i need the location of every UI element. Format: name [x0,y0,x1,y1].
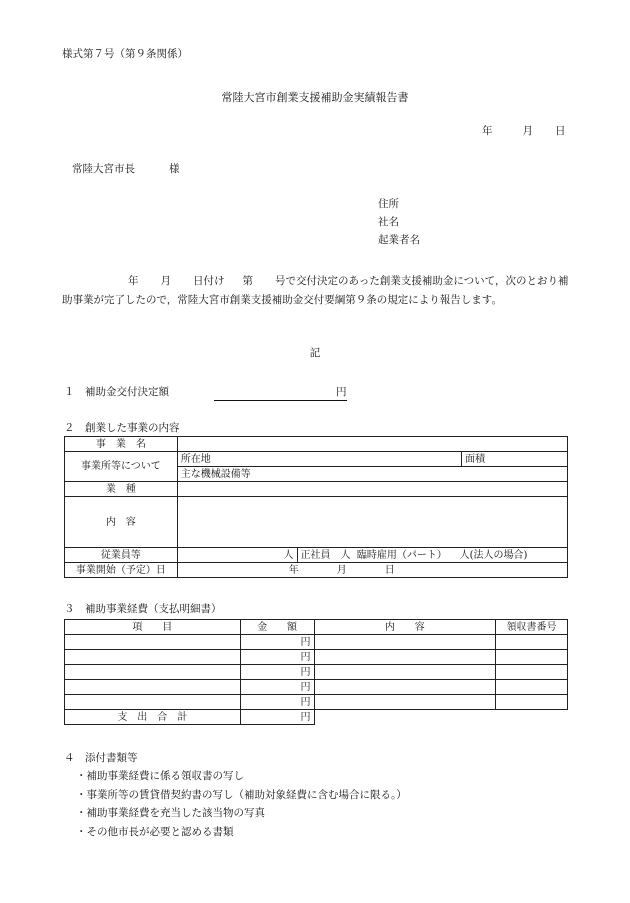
location-field[interactable] [177,452,461,467]
body-main-text: 号で交付決定のあった創業支援補助金について，次のとおり補助事業が完了したので，常陸大宮市創業支援補助金交付要綱第９条の規定により報告します。 [62,275,569,306]
applicant-block [378,198,420,252]
total-label: 支 出 合 計 [65,710,241,725]
blank-cell [496,710,568,725]
applicant-company-label: 社名 [378,216,399,228]
business-name-label: 事 業 名 [65,437,178,452]
applicant-founder-label: 起業者名 [378,234,420,246]
ki-heading: 記 [309,347,321,359]
list-item: ・補助事業経費を充当した該当物の写真 [76,807,265,819]
start-year: 年 [288,564,299,576]
total-amount-cell[interactable] [240,710,314,725]
content-cell[interactable] [314,695,496,710]
date-year: 年 [482,125,493,137]
item-cell[interactable] [65,695,241,710]
employees-count-field[interactable] [177,548,297,563]
amount-unit: 円 [300,651,311,663]
section2-label: ２ 創業した事業の内容 [64,422,180,434]
industry-label: 業 種 [65,482,178,497]
content-cell[interactable] [314,635,496,650]
receipt-cell[interactable] [496,680,568,695]
corporate-note: 人(法人の場合) [459,549,528,561]
table-row[interactable] [65,695,568,710]
receipt-cell[interactable] [496,650,568,665]
amount-unit: 円 [300,681,311,693]
grant-amount-field[interactable] [214,388,334,401]
section1-label: １ 補助金交付決定額 [64,386,169,398]
table-row[interactable] [65,635,568,650]
addressee [72,163,180,177]
item-cell[interactable] [65,680,241,695]
amount-cell[interactable] [240,680,314,695]
employees-unit: 人 [283,549,294,561]
table-row[interactable] [65,650,568,665]
attachments-list [76,770,407,844]
content-cell[interactable] [314,650,496,665]
start-date-label: 事業開始（予定）日 [65,563,178,578]
area-field[interactable] [462,452,568,467]
header-receipt-number: 領収書番号 [496,620,568,635]
start-day: 日 [384,564,395,576]
expense-table [64,619,568,725]
list-item: ・事業所等の賃貸借契約書の写し（補助対象経費に含む場合に限る。） [76,788,407,801]
business-content-table [64,436,568,578]
section3-label: ３ 補助事業経費（支払明細書） [64,603,222,615]
content-cell[interactable] [314,665,496,680]
start-date-field[interactable] [177,563,567,578]
receipt-cell[interactable] [496,665,568,680]
report-body-text [62,272,572,310]
list-item: ・その他市長が必要と認める書類 [76,825,234,838]
addressee-name: 常陸大宮市長 [72,163,135,175]
section1-unit: 円 [334,386,347,401]
blank-cell [314,710,496,725]
addressee-honorific: 様 [169,163,180,175]
receipt-cell[interactable] [496,635,568,650]
total-row [65,710,568,725]
section4-label: ４ 添付書類等 [64,752,138,764]
item-cell[interactable] [65,665,241,680]
form-number: 様式第７号（第９条関係） [62,48,188,60]
body-month: 月 [160,275,171,287]
list-item: ・補助事業経費に係る領収書の写し [76,770,244,782]
start-month: 月 [336,564,347,576]
content-field[interactable] [177,497,567,548]
amount-cell[interactable] [240,695,314,710]
content-label: 内 容 [65,497,178,548]
regular-employees: 正社員 人 [300,549,351,561]
employees-breakdown[interactable] [297,548,568,563]
table-row[interactable] [65,665,568,680]
amount-unit: 円 [300,696,311,708]
receipt-cell[interactable] [496,695,568,710]
business-name-field[interactable] [177,437,567,452]
date-day: 日 [555,125,566,137]
applicant-address-label: 住所 [378,198,399,210]
amount-unit: 円 [300,636,311,648]
location-label: 所在地 [180,453,211,465]
amount-unit: 円 [300,666,311,678]
amount-cell[interactable] [240,635,314,650]
document-title: 常陸大宮市創業支援補助金実績報告書 [221,91,409,104]
header-item: 項 目 [65,620,241,635]
office-label: 事業所等について [65,452,178,482]
section1 [64,386,347,401]
amount-cell[interactable] [240,650,314,665]
equipment-label: 主な機械設備等 [180,468,251,480]
table-row[interactable] [65,680,568,695]
industry-field[interactable] [177,482,567,497]
amount-cell[interactable] [240,665,314,680]
employees-label: 従業員等 [65,548,178,563]
content-cell[interactable] [314,680,496,695]
item-cell[interactable] [65,635,241,650]
parttime-employees: 臨時雇用（パート） [356,549,447,561]
header-amount: 金 額 [240,620,314,635]
body-dated: 日付け [193,275,225,287]
date-line [482,125,566,139]
equipment-field[interactable] [177,467,567,482]
total-unit: 円 [300,711,311,723]
area-label: 面積 [465,453,486,465]
date-month: 月 [522,125,533,137]
item-cell[interactable] [65,650,241,665]
body-year: 年 [128,275,139,287]
header-content: 内 容 [314,620,496,635]
body-dai: 第 [242,275,253,287]
